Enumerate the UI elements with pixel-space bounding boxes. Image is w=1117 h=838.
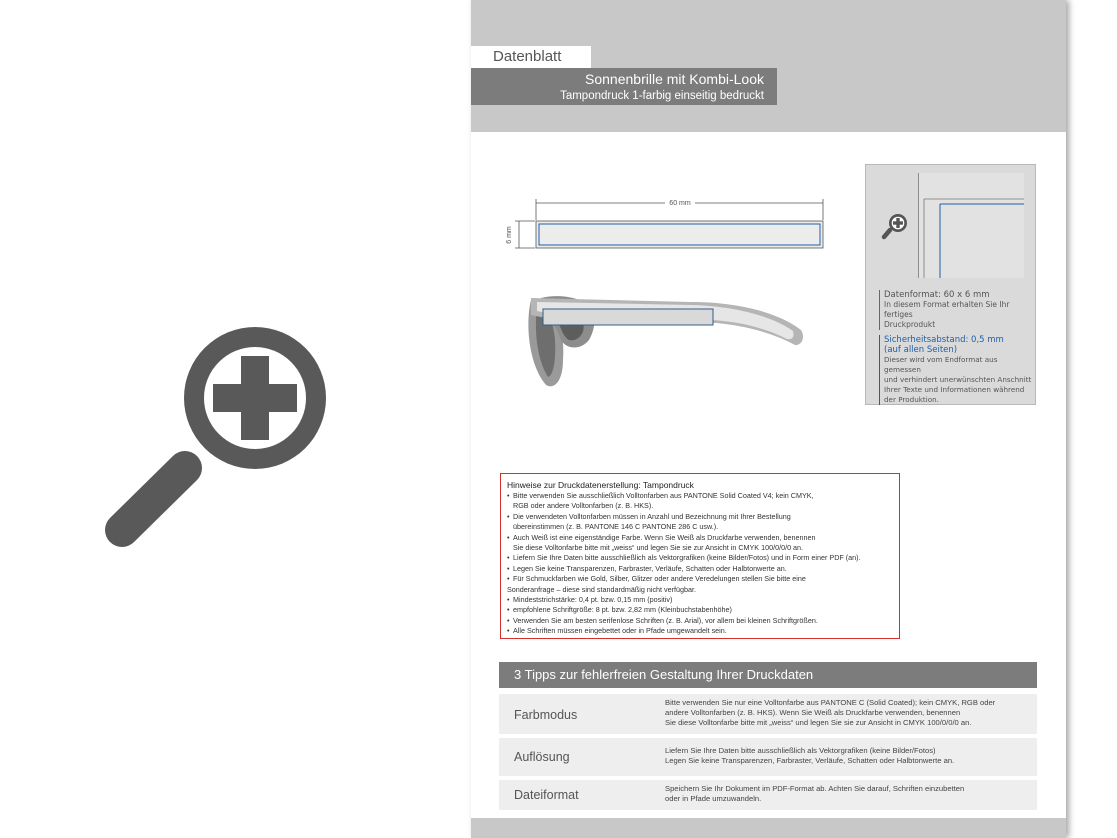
tip-row-farbmodus bbox=[499, 694, 1037, 734]
hint-item: • Alle Schriften müssen eingebettet oder in Pfade umgewandelt sein. bbox=[507, 626, 893, 636]
hint-item-continued: RGB oder andere Volltonfarben (z. B. HKS). bbox=[513, 501, 654, 511]
hint-item-continued: Sie diese Volltonfarbe bitte mit „weiss“ und legen Sie sie zur Ansicht in CMYK 100/0/0/0 an. bbox=[513, 543, 804, 553]
doc-type-label: Datenblatt bbox=[471, 46, 591, 68]
tip-text bbox=[665, 698, 1035, 728]
tip-text-line: Legen Sie keine Transparenzen, Farbraster, Verläufe, Schatten oder Halbtonwerte an. bbox=[665, 756, 955, 765]
hint-item: • empfohlene Schriftgröße: 8 pt. bzw. 2,82 mm (Kleinbuchstabenhöhe) bbox=[507, 605, 893, 615]
tip-label: Auflösung bbox=[514, 750, 570, 764]
tip-text bbox=[665, 784, 1035, 804]
format-title: Datenformat: 60 x 6 mm bbox=[884, 290, 990, 300]
safety-title: Sicherheitsabstand: 0,5 mm bbox=[884, 335, 1004, 345]
datasheet-page bbox=[471, 0, 1066, 838]
product-title: Sonnenbrille mit Kombi-Look bbox=[585, 71, 764, 87]
width-dimension-label: 60 mm bbox=[669, 200, 691, 207]
hints-title: Hinweise zur Druckdatenerstellung: Tampondruck bbox=[507, 480, 694, 490]
height-dimension-label: 6 mm bbox=[506, 226, 513, 244]
tip-text-line: Speichern Sie Ihr Dokument im PDF-Format ab. Achten Sie darauf, Schriften einzubetten bbox=[665, 784, 965, 793]
title-bar bbox=[471, 68, 777, 105]
safety-text-line: und verhindert unerwünschten Anschnitt bbox=[884, 375, 1032, 384]
hint-item: • Die verwendeten Volltonfarben müssen in Anzahl und Bezeichnung mit Ihrer Bestellung bbox=[507, 512, 893, 522]
safety-subtitle: (auf allen Seiten) bbox=[884, 345, 958, 355]
hint-item: • Verwenden Sie am besten serifenlose Schriften (z. B. Arial), vor allem bei kleinen Schriftgrößen. bbox=[507, 616, 893, 626]
tips-header: 3 Tipps zur fehlerfreien Gestaltung Ihrer Druckdaten bbox=[499, 662, 1037, 688]
format-text-line: Druckprodukt bbox=[884, 320, 936, 329]
hint-item: • Liefern Sie Ihre Daten bitte ausschließlich als Vektorgrafiken (keine Bilder/Fotos) und in Form einer PDF (an). bbox=[507, 553, 893, 563]
zoom-in-magnifier-icon[interactable] bbox=[881, 211, 911, 241]
safety-text-line: der Produktion. bbox=[884, 395, 939, 404]
zoom-in-magnifier-icon[interactable] bbox=[100, 318, 360, 568]
safety-text-line: Dieser wird vom Endformat aus gemessen bbox=[884, 355, 998, 374]
page-footer-band bbox=[471, 818, 1066, 838]
hint-item: • Auch Weiß ist eine eigenständige Farbe. Wenn Sie Weiß als Druckfarbe verwenden, benennen bbox=[507, 533, 893, 543]
tip-label: Farbmodus bbox=[514, 708, 578, 722]
hint-item: • Bitte verwenden Sie ausschließlich Volltonfarben aus PANTONE Solid Coated V4; kein CMYK, bbox=[507, 491, 893, 501]
tip-label: Dateiformat bbox=[514, 788, 579, 802]
hint-item: • Mindeststrichstärke: 0,4 pt. bzw. 0,15 mm (positiv) bbox=[507, 595, 893, 605]
product-drawing bbox=[501, 190, 831, 410]
format-description bbox=[879, 290, 1031, 330]
hint-item-continued: Sonderanfrage – diese sind standardmäßig nicht verfügbar. bbox=[507, 584, 696, 594]
hint-item-continued: übereinstimmen (z. B. PANTONE 146 C PANTONE 286 C usw.). bbox=[513, 522, 719, 532]
format-text-line: In diesem Format erhalten Sie Ihr fertiges bbox=[884, 300, 1010, 319]
tip-row-aufloesung bbox=[499, 738, 1037, 776]
format-info-box bbox=[865, 164, 1036, 405]
corner-detail bbox=[918, 173, 1024, 278]
tip-text-line: Liefern Sie Ihre Daten bitte ausschließlich als Vektorgrafiken (keine Bilder/Fotos) bbox=[665, 746, 936, 755]
tip-text-line: Sie diese Volltonfarbe bitte mit „weiss“ und legen Sie sie zur Ansicht in CMYK 100/0/0/0 an. bbox=[665, 718, 972, 727]
safety-text-line: Ihrer Texte und Informationen während bbox=[884, 385, 1025, 394]
safety-margin-description bbox=[879, 335, 1035, 405]
print-hints-box bbox=[500, 473, 900, 639]
tip-text-line: Bitte verwenden Sie nur eine Volltonfarbe aus PANTONE C (Solid Coated); kein CMYK, RGB oder bbox=[665, 698, 996, 707]
tip-text-line: oder in Pfade umzuwandeln. bbox=[665, 794, 762, 803]
hint-item: • Legen Sie keine Transparenzen, Farbraster, Verläufe, Schatten oder Halbtonwerte an. bbox=[507, 564, 893, 574]
tip-row-dateiformat bbox=[499, 780, 1037, 810]
product-subtitle: Tampondruck 1-farbig einseitig bedruckt bbox=[560, 90, 764, 102]
hint-item: • Für Schmuckfarben wie Gold, Silber, Glitzer oder andere Veredelungen stellen Sie bitte eine bbox=[507, 574, 893, 584]
tip-text bbox=[665, 746, 1035, 766]
tip-text-line: andere Volltonfarben (z. B. HKS). Wenn Sie Weiß als Druckfarbe verwenden, benennen bbox=[665, 708, 961, 717]
